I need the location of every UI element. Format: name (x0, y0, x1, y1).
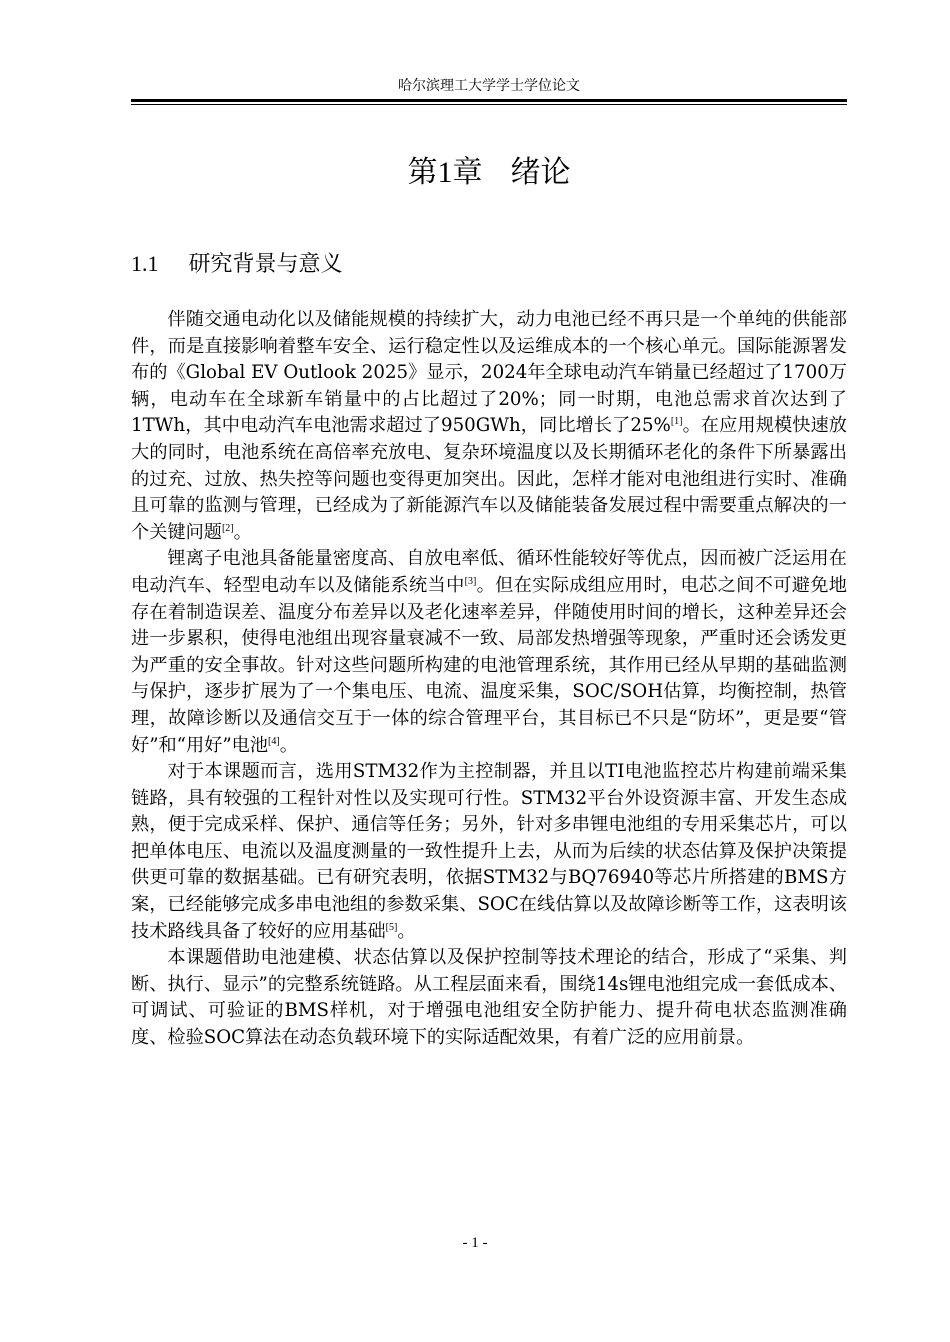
chapter-title: 绪论 (510, 155, 571, 190)
page-number: - 1 - (462, 1235, 488, 1251)
paragraph-4: 本课题借助电池建模、状态估算以及保护控制等技术理论的结合，形成了“采集、判断、执行、显示”的完整系统链路。从工程层面来看，围绕14s锂电池组完成一套低成本、可调试、可验证的BMS样机，对于增强电池组安全防护能力、提升荷电状态监测准确度、检验SOC算法在动态负载环境下的实际适配效果，有着广泛的应用前景。 (131, 947, 847, 1049)
section-heading (131, 248, 343, 281)
body-text (131, 307, 847, 1052)
header-rule-thick (131, 99, 847, 102)
header-rule-thin (131, 104, 847, 105)
paragraph-2: 锂离子电池具备能量密度高、自放电率低、循环性能较好等优点，因而被广泛运用在电动汽车、轻型电动车以及储能系统当中[3]。但在实际成组应用时，电芯之间不可避免地存在着制造误差、温度分布差异以及老化速率差异，伴随使用时间的增长，这种差异还会进一步累积，使得电池组出现容量衰减不一致、局部发热增强等现象，严重时还会诱发更为严重的安全事故。针对这些问题所构建的电池管理系统，其作用已经从早期的基础监测与保护，逐步扩展为了一个集电压、电流、温度采集，SOC/SOH估算，均衡控制，热管理，故障诊断以及通信交互于一体的综合管理平台，其目标已不只是“防坏”，更是要“管好”和“用好”电池[4]。 (131, 548, 847, 756)
chapter-heading (131, 152, 847, 194)
section-title: 研究背景与意义 (188, 252, 343, 277)
citation: [5] (385, 921, 398, 933)
citation: [1] (670, 416, 683, 428)
running-header: 哈尔滨理工大学学士学位论文 (398, 78, 580, 94)
chapter-number: 第1章 (407, 156, 483, 189)
paragraph-1: 伴随交通电动化以及储能规模的持续扩大，动力电池已经不再只是一个单纯的供能部件，而是直接影响着整车安全、运行稳定性以及运维成本的一个核心单元。国际能源署发布的《Global EV Outlook 2025》显示，2024年全球电动汽车销量已经超过了1700万辆，电动车在全球新车销量中的占比超过了20%；同一时期，电池总需求首次达到了1TWh，其中电动汽车电池需求超过了950GWh，同比增长了25%[1]。在应用规模快速放大的同时，电池系统在高倍率充放电、复杂环境温度以及长期循环老化的条件下所暴露出的过充、过放、热失控等问题也变得更加突出。因此，怎样才能对电池组进行实时、准确且可靠的监测与管理，已经成为了新能源汽车以及储能装备发展过程中需要重点解决的一个关键问题[2]。 (131, 309, 847, 543)
citation: [4] (268, 735, 280, 747)
citation: [3] (464, 575, 477, 587)
section-number: 1.1 (131, 251, 159, 276)
citation: [2] (221, 522, 234, 534)
paragraph-3: 对于本课题而言，选用STM32作为主控制器，并且以TI电池监控芯片构建前端采集链路，具有较强的工程针对性以及实现可行性。STM32平台外设资源丰富、开发生态成熟，便于完成采样、保护、通信等任务；另外，针对多串锂电池组的专用采集芯片，可以把单体电压、电流以及温度测量的一致性提升上去，从而为后续的状态估算及保护决策提供更可靠的数据基础。已有研究表明，依据STM32与BQ76940等芯片所搭建的BMS方案，已经能够完成多串电池组的参数采集、SOC在线估算以及故障诊断等工作，这表明该技术路线具备了较好的应用基础[5]。 (131, 761, 847, 942)
